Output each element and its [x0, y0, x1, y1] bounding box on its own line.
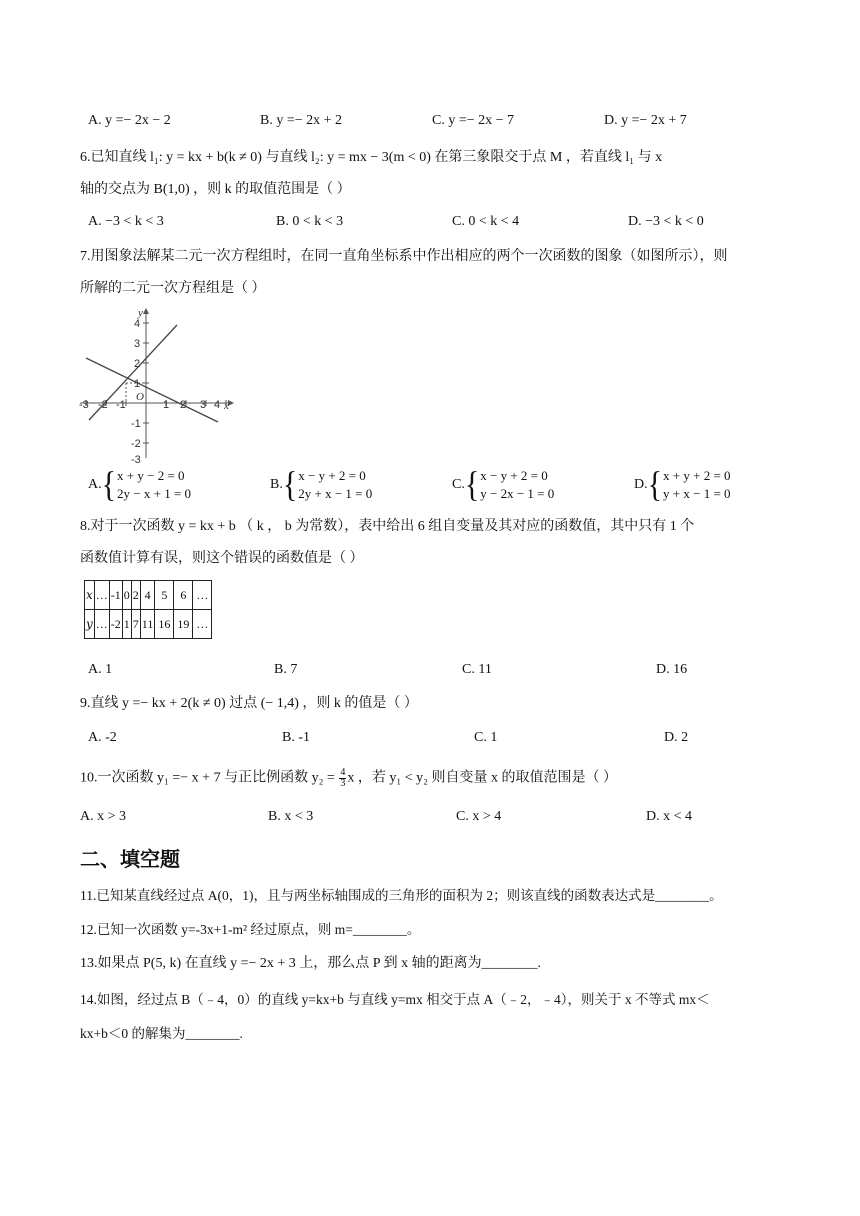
fraction [339, 768, 346, 789]
table-cell: 2 [131, 581, 140, 610]
x-tick-label: 2 [180, 399, 187, 411]
brace-icon: { [647, 464, 663, 505]
table-cell: y [85, 610, 95, 639]
table-cell: 0 [122, 581, 131, 610]
q8-option-b[interactable]: B. 7 [274, 662, 298, 677]
q7-option-d[interactable] [634, 464, 731, 505]
q9-option-a[interactable]: A. -2 [88, 730, 117, 745]
option-label: C. [452, 477, 465, 493]
q6-stem-line1: 6.已知直线 l₁: y = kx + b(k ≠ 0) 与直线 l₂: y = mx − 3(m < 0) 在第三象限交于点 M ，若直线 l₁ 与 x [80, 150, 663, 165]
q10-option-b[interactable]: B. x < 3 [268, 809, 314, 824]
equation: x + y − 2 = 0 [117, 468, 185, 483]
equation: x + y + 2 = 0 [663, 468, 731, 483]
q10-stem-end: x ，若 y₁ < y₂ 则自变量 x 的取值范围是（ ） [347, 770, 618, 786]
brace-icon: { [101, 464, 117, 505]
section-heading: 二、填空题 [80, 847, 180, 871]
x-tick-label: -2 [98, 399, 108, 411]
x-tick-label: -1 [116, 399, 126, 411]
y-tick-label: -3 [131, 454, 141, 464]
table-row [85, 581, 212, 610]
origin-label: O [136, 391, 144, 403]
table-cell: … [94, 610, 109, 639]
y-tick-label: 2 [134, 358, 141, 370]
equation: x − y + 2 = 0 [480, 468, 548, 483]
q8-value-table [84, 580, 212, 639]
y-tick-label: 4 [134, 318, 141, 330]
equation: 2y − x + 1 = 0 [117, 486, 192, 501]
y-tick-label: 3 [134, 338, 141, 350]
brace-icon: { [282, 464, 298, 505]
q7-option-b[interactable] [270, 464, 373, 505]
q6-option-c[interactable]: C. 0 < k < 4 [452, 214, 520, 229]
q9-option-d[interactable]: D. 2 [664, 730, 689, 745]
x-tick-label: -3 [79, 399, 89, 411]
y-tick-label: -2 [131, 438, 141, 450]
x-axis-label: x [224, 400, 229, 412]
q7-coordinate-graph [76, 306, 236, 464]
q6-stem-line2: 轴的交点为 B(1,0) ，则 k 的取值范围是（ ） [80, 182, 351, 197]
y-tick-label: 1 [134, 378, 141, 390]
table-cell: 1 [122, 610, 131, 639]
table-cell: … [94, 581, 109, 610]
table-cell: 16 [155, 610, 174, 639]
table-cell: 6 [174, 581, 193, 610]
equation: x − y + 2 = 0 [298, 468, 366, 483]
table-cell: … [193, 581, 212, 610]
q7-option-a[interactable] [88, 464, 192, 505]
y-axis-label: y [138, 307, 143, 319]
table-cell: 19 [174, 610, 193, 639]
q7-stem-line2: 所解的二元一次方程组是（ ） [80, 281, 266, 296]
q8-stem-line2: 函数值计算有误，则这个错误的函数值是（ ） [80, 551, 364, 566]
q9-option-c[interactable]: C. 1 [474, 730, 498, 745]
q5-option-d[interactable]: D. y =− 2x + 7 [604, 113, 687, 128]
table-cell: x [85, 581, 95, 610]
x-tick-label: 4 [214, 399, 221, 411]
table-cell: 4 [140, 581, 155, 610]
q9-option-b[interactable]: B. -1 [282, 730, 310, 745]
x-tick-label: 3 [200, 399, 207, 411]
x-tick-label: 1 [163, 399, 170, 411]
fraction-numerator: 4 [340, 767, 346, 778]
q12-stem: 12.已知一次函数 y=-3x+1-m² 经过原点，则 m=________。 [80, 922, 421, 937]
q10-stem-start: 10.一次函数 y₁ =− x + 7 与正比例函数 y₂ = [80, 770, 339, 786]
q7-option-c[interactable] [452, 464, 555, 505]
q8-option-d[interactable]: D. 16 [656, 662, 688, 677]
q10-stem [80, 768, 617, 789]
table-cell: 11 [140, 610, 155, 639]
option-label: B. [270, 477, 283, 493]
table-cell: 5 [155, 581, 174, 610]
q6-option-d[interactable]: D. −3 < k < 0 [628, 214, 704, 229]
option-label: A. [88, 477, 102, 493]
q9-stem: 9.直线 y =− kx + 2(k ≠ 0) 过点 (− 1,4) ，则 k 的值是（ ） [80, 696, 418, 711]
q5-option-c[interactable]: C. y =− 2x − 7 [432, 113, 515, 128]
table-cell: 7 [131, 610, 140, 639]
q10-option-d[interactable]: D. x < 4 [646, 809, 693, 824]
q5-option-b[interactable]: B. y =− 2x + 2 [260, 113, 343, 128]
equation: y + x − 1 = 0 [663, 486, 731, 501]
q13-stem: 13.如果点 P(5, k) 在直线 y =− 2x + 3 上，那么点 P 到 x 轴的距离为________. [80, 956, 542, 971]
q10-option-c[interactable]: C. x > 4 [456, 809, 502, 824]
q10-option-a[interactable]: A. x > 3 [80, 809, 127, 824]
table-cell: -2 [109, 610, 122, 639]
q14-stem-line2: kx+b＜0 的解集为________. [80, 1026, 243, 1041]
table-row [85, 610, 212, 639]
option-label: D. [634, 477, 648, 493]
q6-option-b[interactable]: B. 0 < k < 3 [276, 214, 344, 229]
brace-icon: { [464, 464, 480, 505]
q6-option-a[interactable]: A. −3 < k < 3 [88, 214, 164, 229]
y-tick-label: -1 [131, 418, 141, 430]
q8-stem-line1: 8.对于一次函数 y = kx + b （ k ， b 为常数），表中给出 6 组自变量及其对应的函数值，其中只有 1 个 [80, 519, 695, 534]
q8-option-a[interactable]: A. 1 [88, 662, 113, 677]
q14-stem-line1: 14.如图，经过点 B（﹣4，0）的直线 y=kx+b 与直线 y=mx 相交于点 A（﹣2，﹣4），则关于 x 不等式 mx＜ [80, 992, 710, 1007]
q11-stem: 11.已知某直线经过点 A(0，1)，且与两坐标轴围成的三角形的面积为 2；则该直线的函数表达式是________。 [80, 888, 723, 903]
equation: y − 2x − 1 = 0 [480, 486, 555, 501]
q5-option-a[interactable]: A. y =− 2x − 2 [88, 113, 171, 128]
equation: 2y + x − 1 = 0 [298, 486, 373, 501]
table-cell: … [193, 610, 212, 639]
q8-option-c[interactable]: C. 11 [462, 662, 492, 677]
table-cell: -1 [109, 581, 122, 610]
q7-stem-line1: 7.用图象法解某二元一次方程组时，在同一直角坐标系中作出相应的两个一次函数的图象（如图所示），则 [80, 249, 728, 264]
fraction-denominator: 3 [340, 778, 346, 789]
